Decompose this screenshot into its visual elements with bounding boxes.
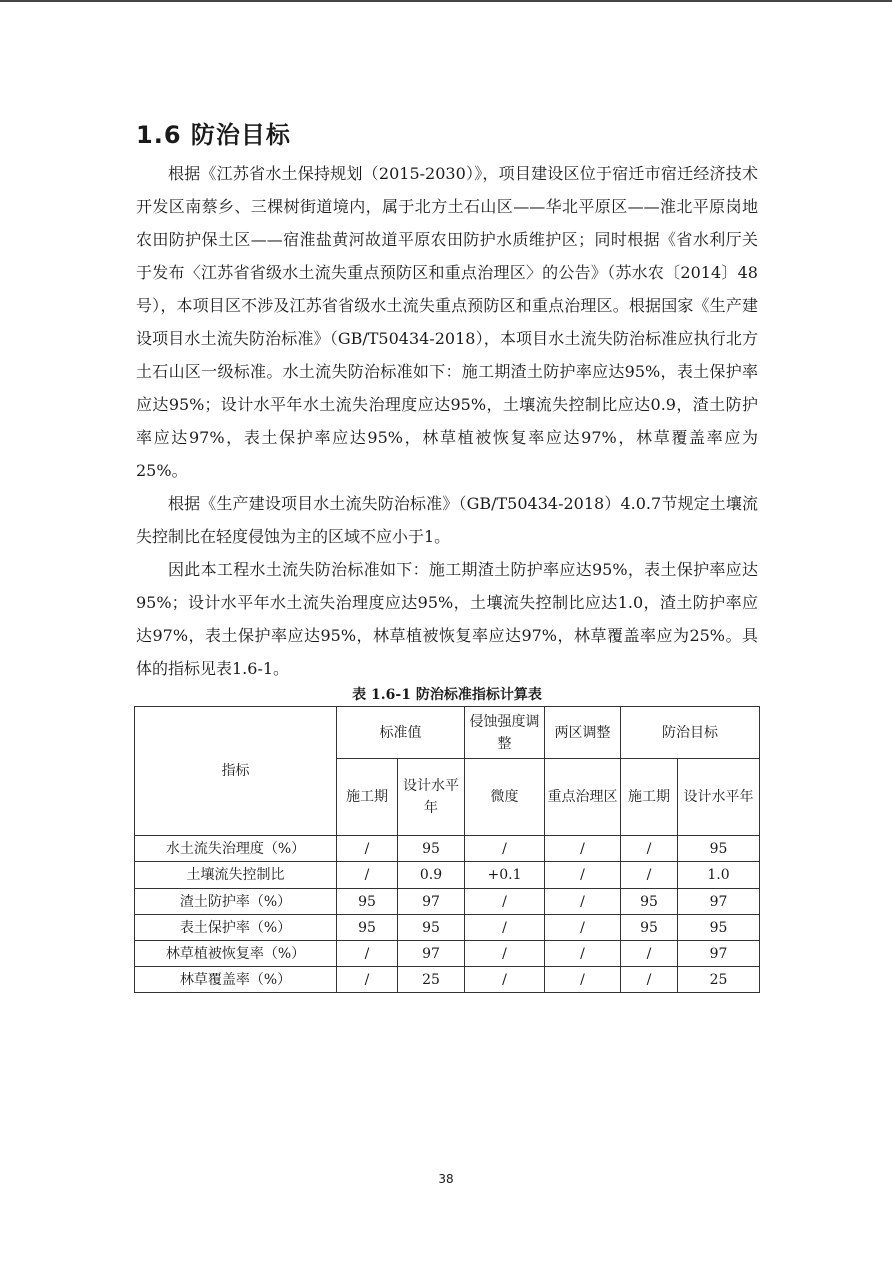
standards-table [134, 706, 760, 993]
cell: 95 [337, 915, 398, 941]
cell: / [545, 836, 621, 862]
cell: / [545, 967, 621, 993]
table-row [135, 967, 760, 993]
cell: / [465, 941, 545, 967]
table-row [135, 915, 760, 941]
paragraph-2: 根据《生产建设项目水土流失防治标准》（GB/T50434-2018）4.0.7节规定土壤流失控制比在轻度侵蚀为主的区域不应小于1。 [136, 494, 758, 546]
cell: / [545, 862, 621, 889]
cell: 95 [398, 915, 465, 941]
cell: 97 [678, 941, 760, 967]
cell: 林草覆盖率（%） [135, 967, 337, 993]
cell: / [621, 862, 678, 889]
cell: / [337, 862, 398, 889]
cell: 25 [398, 967, 465, 993]
header-indicator: 指标 [135, 707, 337, 836]
cell: / [337, 836, 398, 862]
header-zone: 两区调整 [545, 707, 621, 759]
table-caption: 表 1.6-1 防治标准指标计算表 [352, 687, 542, 703]
cell: / [621, 836, 678, 862]
table-row [135, 889, 760, 915]
cell: / [465, 915, 545, 941]
section-heading: 1.6 防治目标 [136, 121, 291, 149]
header-target: 防治目标 [621, 707, 760, 759]
cell: 95 [621, 915, 678, 941]
page-top-border [0, 0, 892, 2]
cell: / [545, 889, 621, 915]
cell: 97 [678, 889, 760, 915]
cell: / [621, 967, 678, 993]
cell: 0.9 [398, 862, 465, 889]
header-key-zone: 重点治理区 [545, 759, 621, 836]
header-construction: 施工期 [337, 759, 398, 836]
cell: 水土流失治理度（%） [135, 836, 337, 862]
paragraph-3: 因此本工程水土流失防治标准如下：施工期渣土防护率应达95%，表土保护率应达95%；设计水平年水土流失治理度应达95%，土壤流失控制比应达1.0，渣土防护率应达97%，表土保护率应达95%，林草植被恢复率应达97%，林草覆盖率应为25%。具体的指标见表1.6-1。 [136, 560, 758, 678]
header-design-year: 设计水平年 [398, 759, 465, 836]
cell: +0.1 [465, 862, 545, 889]
cell: 97 [398, 941, 465, 967]
cell: / [465, 889, 545, 915]
cell: 林草植被恢复率（%） [135, 941, 337, 967]
cell: 25 [678, 967, 760, 993]
cell: 95 [337, 889, 398, 915]
cell: 95 [621, 889, 678, 915]
cell: 95 [678, 836, 760, 862]
cell: / [465, 836, 545, 862]
header-erosion: 侵蚀强度调整 [465, 707, 545, 759]
cell: 表土保护率（%） [135, 915, 337, 941]
table-row [135, 862, 760, 889]
cell: / [337, 941, 398, 967]
table-row [135, 836, 760, 862]
cell: / [337, 967, 398, 993]
header-slight: 微度 [465, 759, 545, 836]
header-design-year-target: 设计水平年 [678, 759, 760, 836]
cell: / [545, 915, 621, 941]
header-standard: 标准值 [337, 707, 465, 759]
cell: 95 [398, 836, 465, 862]
cell: / [621, 941, 678, 967]
page-number: 38 [438, 1172, 454, 1186]
cell: 土壤流失控制比 [135, 862, 337, 889]
cell: 1.0 [678, 862, 760, 889]
cell: 95 [678, 915, 760, 941]
cell: / [545, 941, 621, 967]
cell: / [465, 967, 545, 993]
paragraph-1: 根据《江苏省水土保持规划（2015-2030）》，项目建设区位于宿迁市宿迁经济技术开发区南蔡乡、三棵树街道境内，属于北方土石山区——华北平原区——淮北平原岗地农田防护保土区——宿淮盐黄河故道平原农田防护水质维护区；同时根据《省水利厅关于发布〈江苏省省级水土流失重点预防区和重点治理区〉的公告》（苏水农〔2014〕48号），本项目区不涉及江苏省省级水土流失重点预防区和重点治理区。根据国家《生产建设项目水土流失防治标准》（GB/T50434-2018），本项目水土流失防治标准应执行北方土石山区一级标准。水土流失防治标准如下：施工期渣土防护率应达95%，表土保护率应达95%；设计水平年水土流失治理度应达95%，土壤流失控制比应达0.9，渣土防护率应达97%，表土保护率应达95%，林草植被恢复率应达97%，林草覆盖率应为25%。 [136, 164, 758, 480]
header-construction-target: 施工期 [621, 759, 678, 836]
cell: 渣土防护率（%） [135, 889, 337, 915]
cell: 97 [398, 889, 465, 915]
table-row [135, 941, 760, 967]
